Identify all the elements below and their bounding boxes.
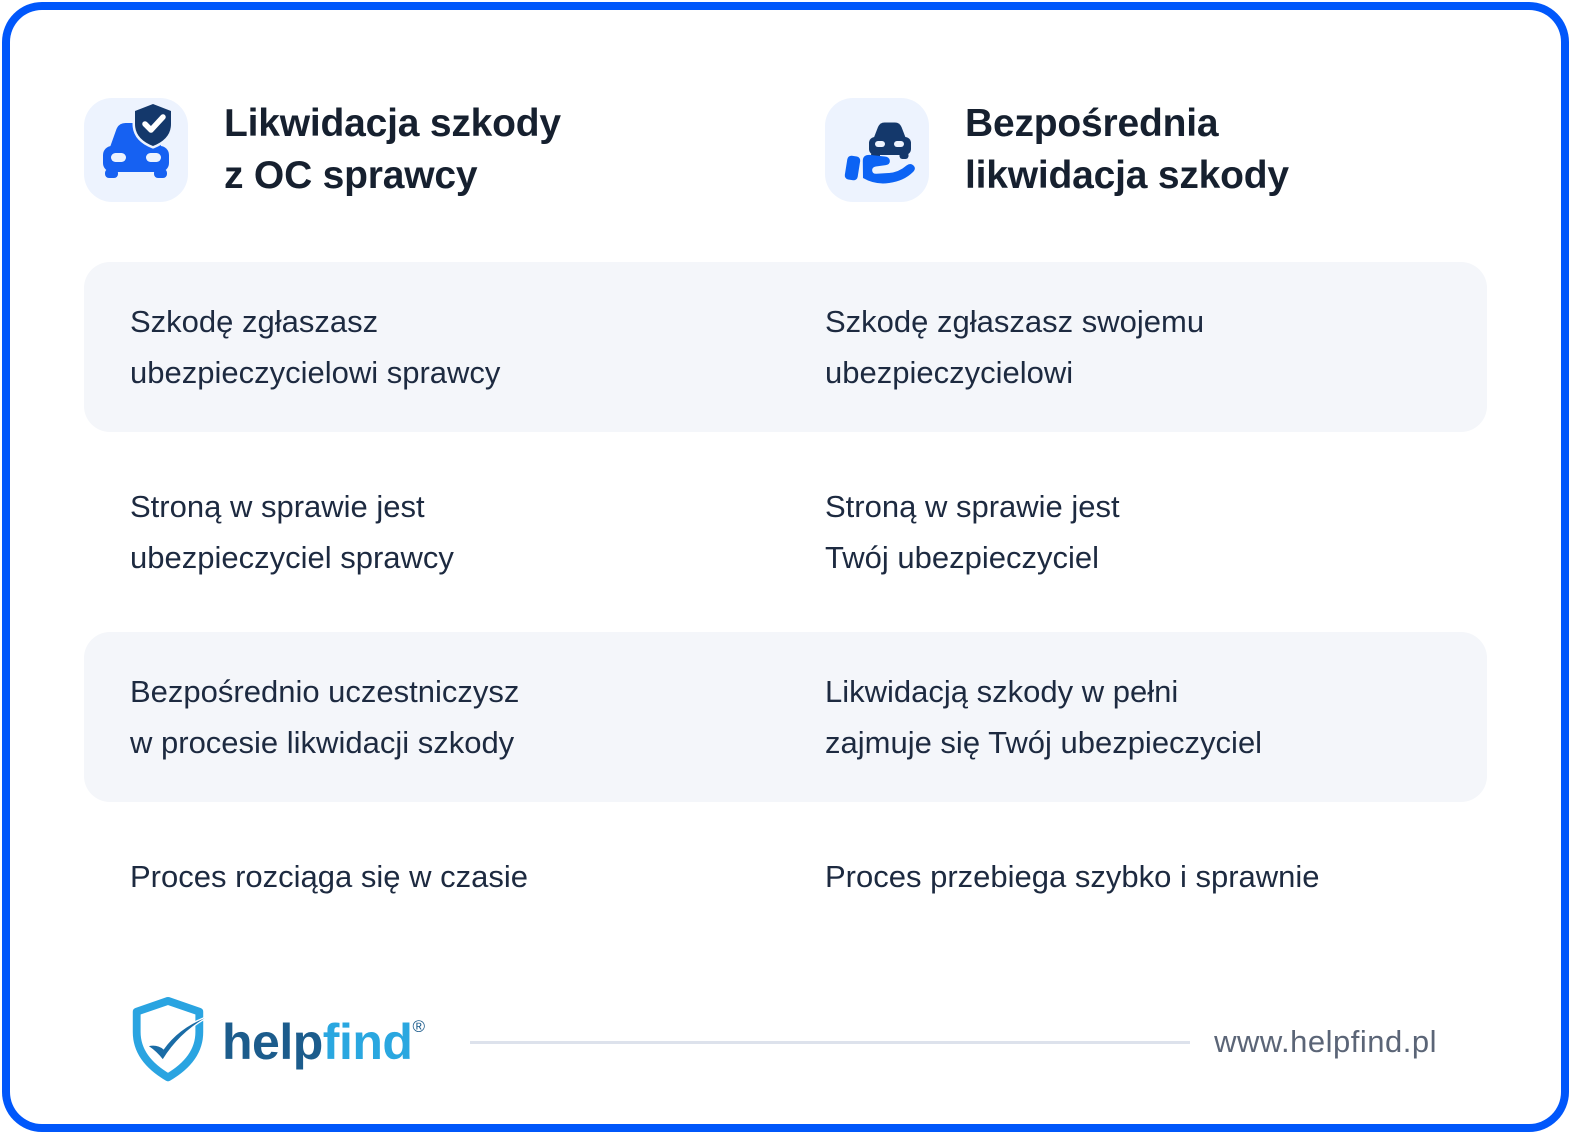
cell-line: Stroną w sprawie jest [130,489,425,524]
comparison-card [10,10,1561,1124]
hand-holding-car-icon [825,98,929,202]
helpfind-logo [128,992,424,1093]
row4-left-cell [84,851,825,902]
comparison-row-2 [84,447,1487,617]
cell-line: Proces rozciąga się w czasie [130,859,528,894]
row4-right-cell [825,851,1487,902]
cell-line: Stroną w sprawie jest [825,489,1120,524]
comparison-rows [84,262,1487,977]
registered-mark: ® [412,1017,425,1036]
shield-check-icon [128,992,208,1093]
title-line: Bezpośrednia [965,102,1219,145]
column-headers [84,98,1487,202]
cell-line: Likwidacją szkody w pełni [825,674,1179,709]
car-with-shield-check-icon [84,98,188,202]
logo-text-find: find [322,1014,413,1070]
divider-line [470,1041,1190,1044]
cell-line: Szkodę zgłaszasz swojemu [825,304,1205,339]
cell-line: Bezpośrednio uczestniczysz [130,674,520,709]
header-bls [825,98,1487,202]
website-url: www.helpfind.pl [1214,1024,1437,1059]
row1-right-cell [825,296,1487,398]
row3-left-cell [84,666,825,768]
row1-left-cell [84,296,825,398]
cell-line: ubezpieczyciel sprawcy [130,540,454,575]
column-title-bls [965,98,1289,202]
comparison-row-4 [84,817,1487,977]
cell-line: ubezpieczycielowi sprawcy [130,355,501,390]
row2-right-cell [825,481,1487,583]
footer [84,992,1487,1092]
title-line: Likwidacja szkody [224,102,561,145]
row2-left-cell [84,481,825,583]
cell-line: zajmuje się Twój ubezpieczyciel [825,725,1263,760]
blue-frame [2,2,1569,1132]
logo-wordmark [222,1013,424,1071]
column-title-oc [224,98,561,202]
cell-line: w procesie likwidacji szkody [130,725,515,760]
header-oc-sprawcy [84,98,825,202]
title-line: likwidacja szkody [965,154,1289,197]
cell-line: Proces przebiega szybko i sprawnie [825,859,1320,894]
comparison-row-1 [84,262,1487,432]
title-line: z OC sprawcy [224,154,478,197]
cell-line: Twój ubezpieczyciel [825,540,1099,575]
cell-line: Szkodę zgłaszasz [130,304,379,339]
row3-right-cell [825,666,1487,768]
cell-line: ubezpieczycielowi [825,355,1074,390]
logo-text-help: help [222,1014,323,1070]
comparison-row-3 [84,632,1487,802]
